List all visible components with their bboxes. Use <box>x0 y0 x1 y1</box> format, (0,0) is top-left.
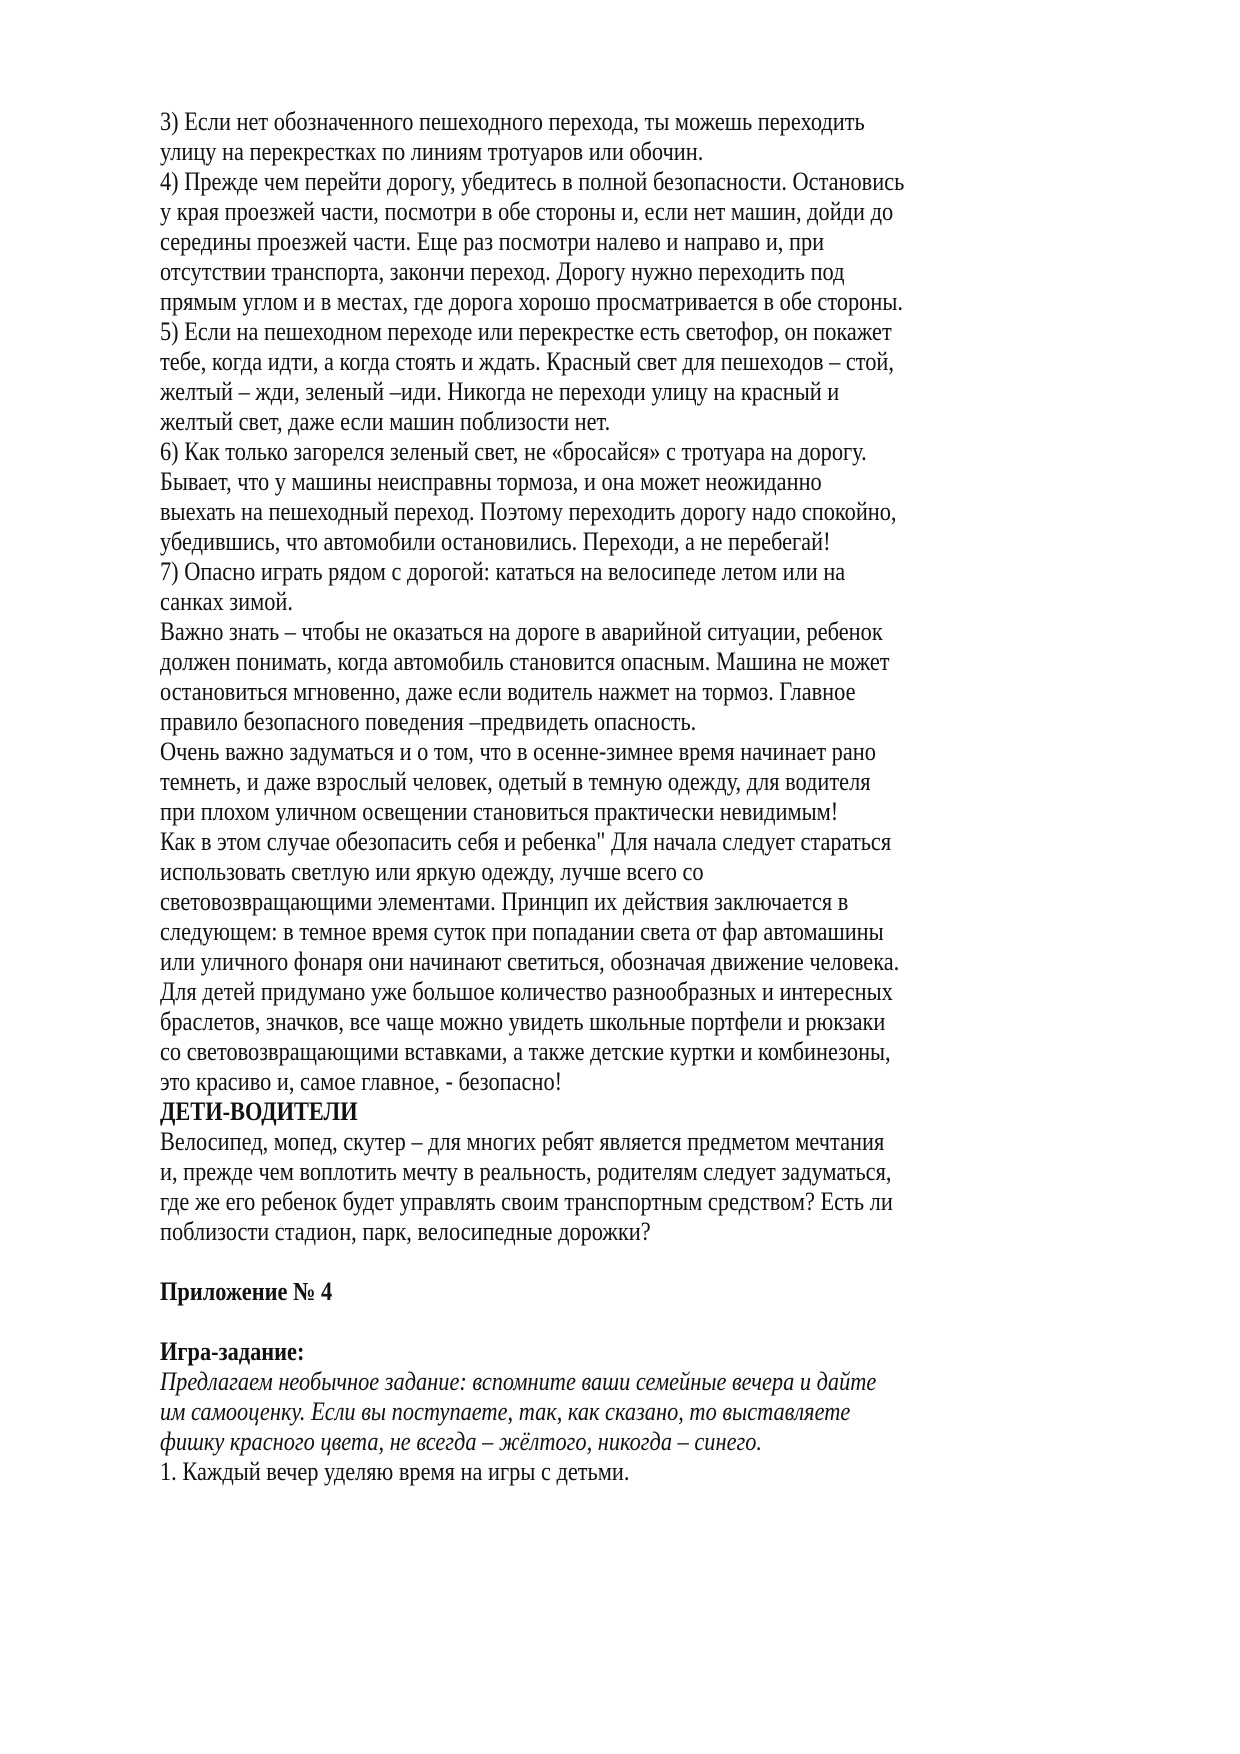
text-line: где же его ребенок будет управлять своим транспортным средством? Есть ли <box>160 1187 893 1216</box>
text-line: правило безопасного поведения –предвидеть опасность. <box>160 707 697 736</box>
appendix-title: Приложение № 4 <box>160 1277 333 1306</box>
text-line: им самооценку. Если вы поступаете, так, как сказано, то выставляете <box>160 1397 851 1426</box>
document-page <box>160 107 1160 1487</box>
text-line: Предлагаем необычное задание: вспомните ваши семейные вечера и дайте <box>160 1367 877 1396</box>
text-line: при плохом уличном освещении становиться практически невидимым! <box>160 797 839 826</box>
text-line: 6) Как только загорелся зеленый свет, не «бросайся» с тротуара на дорогу. <box>160 437 867 466</box>
text-line: Важно знать – чтобы не оказаться на дороге в аварийной ситуации, ребенок <box>160 617 883 646</box>
text-line: фишку красного цвета, не всегда – жёлтого, никогда – синего. <box>160 1427 762 1456</box>
text-line: Велосипед, мопед, скутер – для многих ребят является предметом мечтания <box>160 1127 885 1156</box>
section-text <box>160 1127 1160 1247</box>
text-line: темнеть, и даже взрослый человек, одетый в темную одежду, для водителя <box>160 767 871 796</box>
text-line: Как в этом случае обезопасить себя и ребенка" Для начала следует стараться <box>160 827 892 856</box>
text-line: световозвращающими элементами. Принцип их действия заключается в <box>160 887 849 916</box>
text-line: должен понимать, когда автомобиль становится опасным. Машина не может <box>160 647 890 676</box>
text-line: использовать светлую или яркую одежду, лучше всего со <box>160 857 704 886</box>
text-line: желтый – жди, зеленый –иди. Никогда не переходи улицу на красный и <box>160 377 840 406</box>
text-line: отсутствии транспорта, закончи переход. Дорогу нужно переходить под <box>160 257 845 286</box>
text-line: тебе, когда идти, а когда стоять и ждать. Красный свет для пешеходов – стой, <box>160 347 894 376</box>
text-line: санках зимой. <box>160 587 294 616</box>
text-line: 3) Если нет обозначенного пешеходного перехода, ты можешь переходить <box>160 107 865 136</box>
text-line: следующем: в темное время суток при попадании света от фар автомашины <box>160 917 884 946</box>
text-line: это красиво и, самое главное, - безопасно! <box>160 1067 563 1096</box>
game-intro <box>160 1367 1160 1457</box>
body-text <box>160 107 1160 1097</box>
text-line: Бывает, что у машины неисправны тормоза, и она может неожиданно <box>160 467 822 496</box>
list-item: 1. Каждый вечер уделяю время на игры с детьми. <box>160 1457 630 1486</box>
text-line: улицу на перекрестках по линиям тротуаров или обочин. <box>160 137 704 166</box>
text-line: Для детей придумано уже большое количество разнообразных и интересных <box>160 977 893 1006</box>
text-line: 5) Если на пешеходном переходе или перекрестке есть светофор, он покажет <box>160 317 892 346</box>
text-line: и, прежде чем воплотить мечту в реальность, родителям следует задуматься, <box>160 1157 892 1186</box>
text-line: убедившись, что автомобили остановились. Переходи, а не перебегай! <box>160 527 831 556</box>
text-line: прямым углом и в местах, где дорога хорошо просматривается в обе стороны. <box>160 287 903 316</box>
text-line: 4) Прежде чем перейти дорогу, убедитесь в полной безопасности. Остановись <box>160 167 905 196</box>
text-line: или уличного фонаря они начинают светиться, обозначая движение человека. <box>160 947 900 976</box>
text-line: поблизости стадион, парк, велосипедные дорожки? <box>160 1217 651 1246</box>
text-line: браслетов, значков, все чаще можно увидеть школьные портфели и рюкзаки <box>160 1007 886 1036</box>
text-line: желтый свет, даже если машин поблизости нет. <box>160 407 611 436</box>
text-line: у края проезжей части, посмотри в обе стороны и, если нет машин, дойди до <box>160 197 894 226</box>
text-line: середины проезжей части. Еще раз посмотри налево и направо и, при <box>160 227 825 256</box>
text-line: выехать на пешеходный переход. Поэтому переходить дорогу надо спокойно, <box>160 497 897 526</box>
text-line: 7) Опасно играть рядом с дорогой: кататься на велосипеде летом или на <box>160 557 846 586</box>
game-title: Игра-задание: <box>160 1337 305 1366</box>
text-line: со световозвращающими вставками, а также детские куртки и комбинезоны, <box>160 1037 891 1066</box>
text-line: остановиться мгновенно, даже если водитель нажмет на тормоз. Главное <box>160 677 856 706</box>
text-line: Очень важно задуматься и о том, что в осенне-зимнее время начинает рано <box>160 737 876 766</box>
section-heading: ДЕТИ-ВОДИТЕЛИ <box>160 1097 358 1126</box>
